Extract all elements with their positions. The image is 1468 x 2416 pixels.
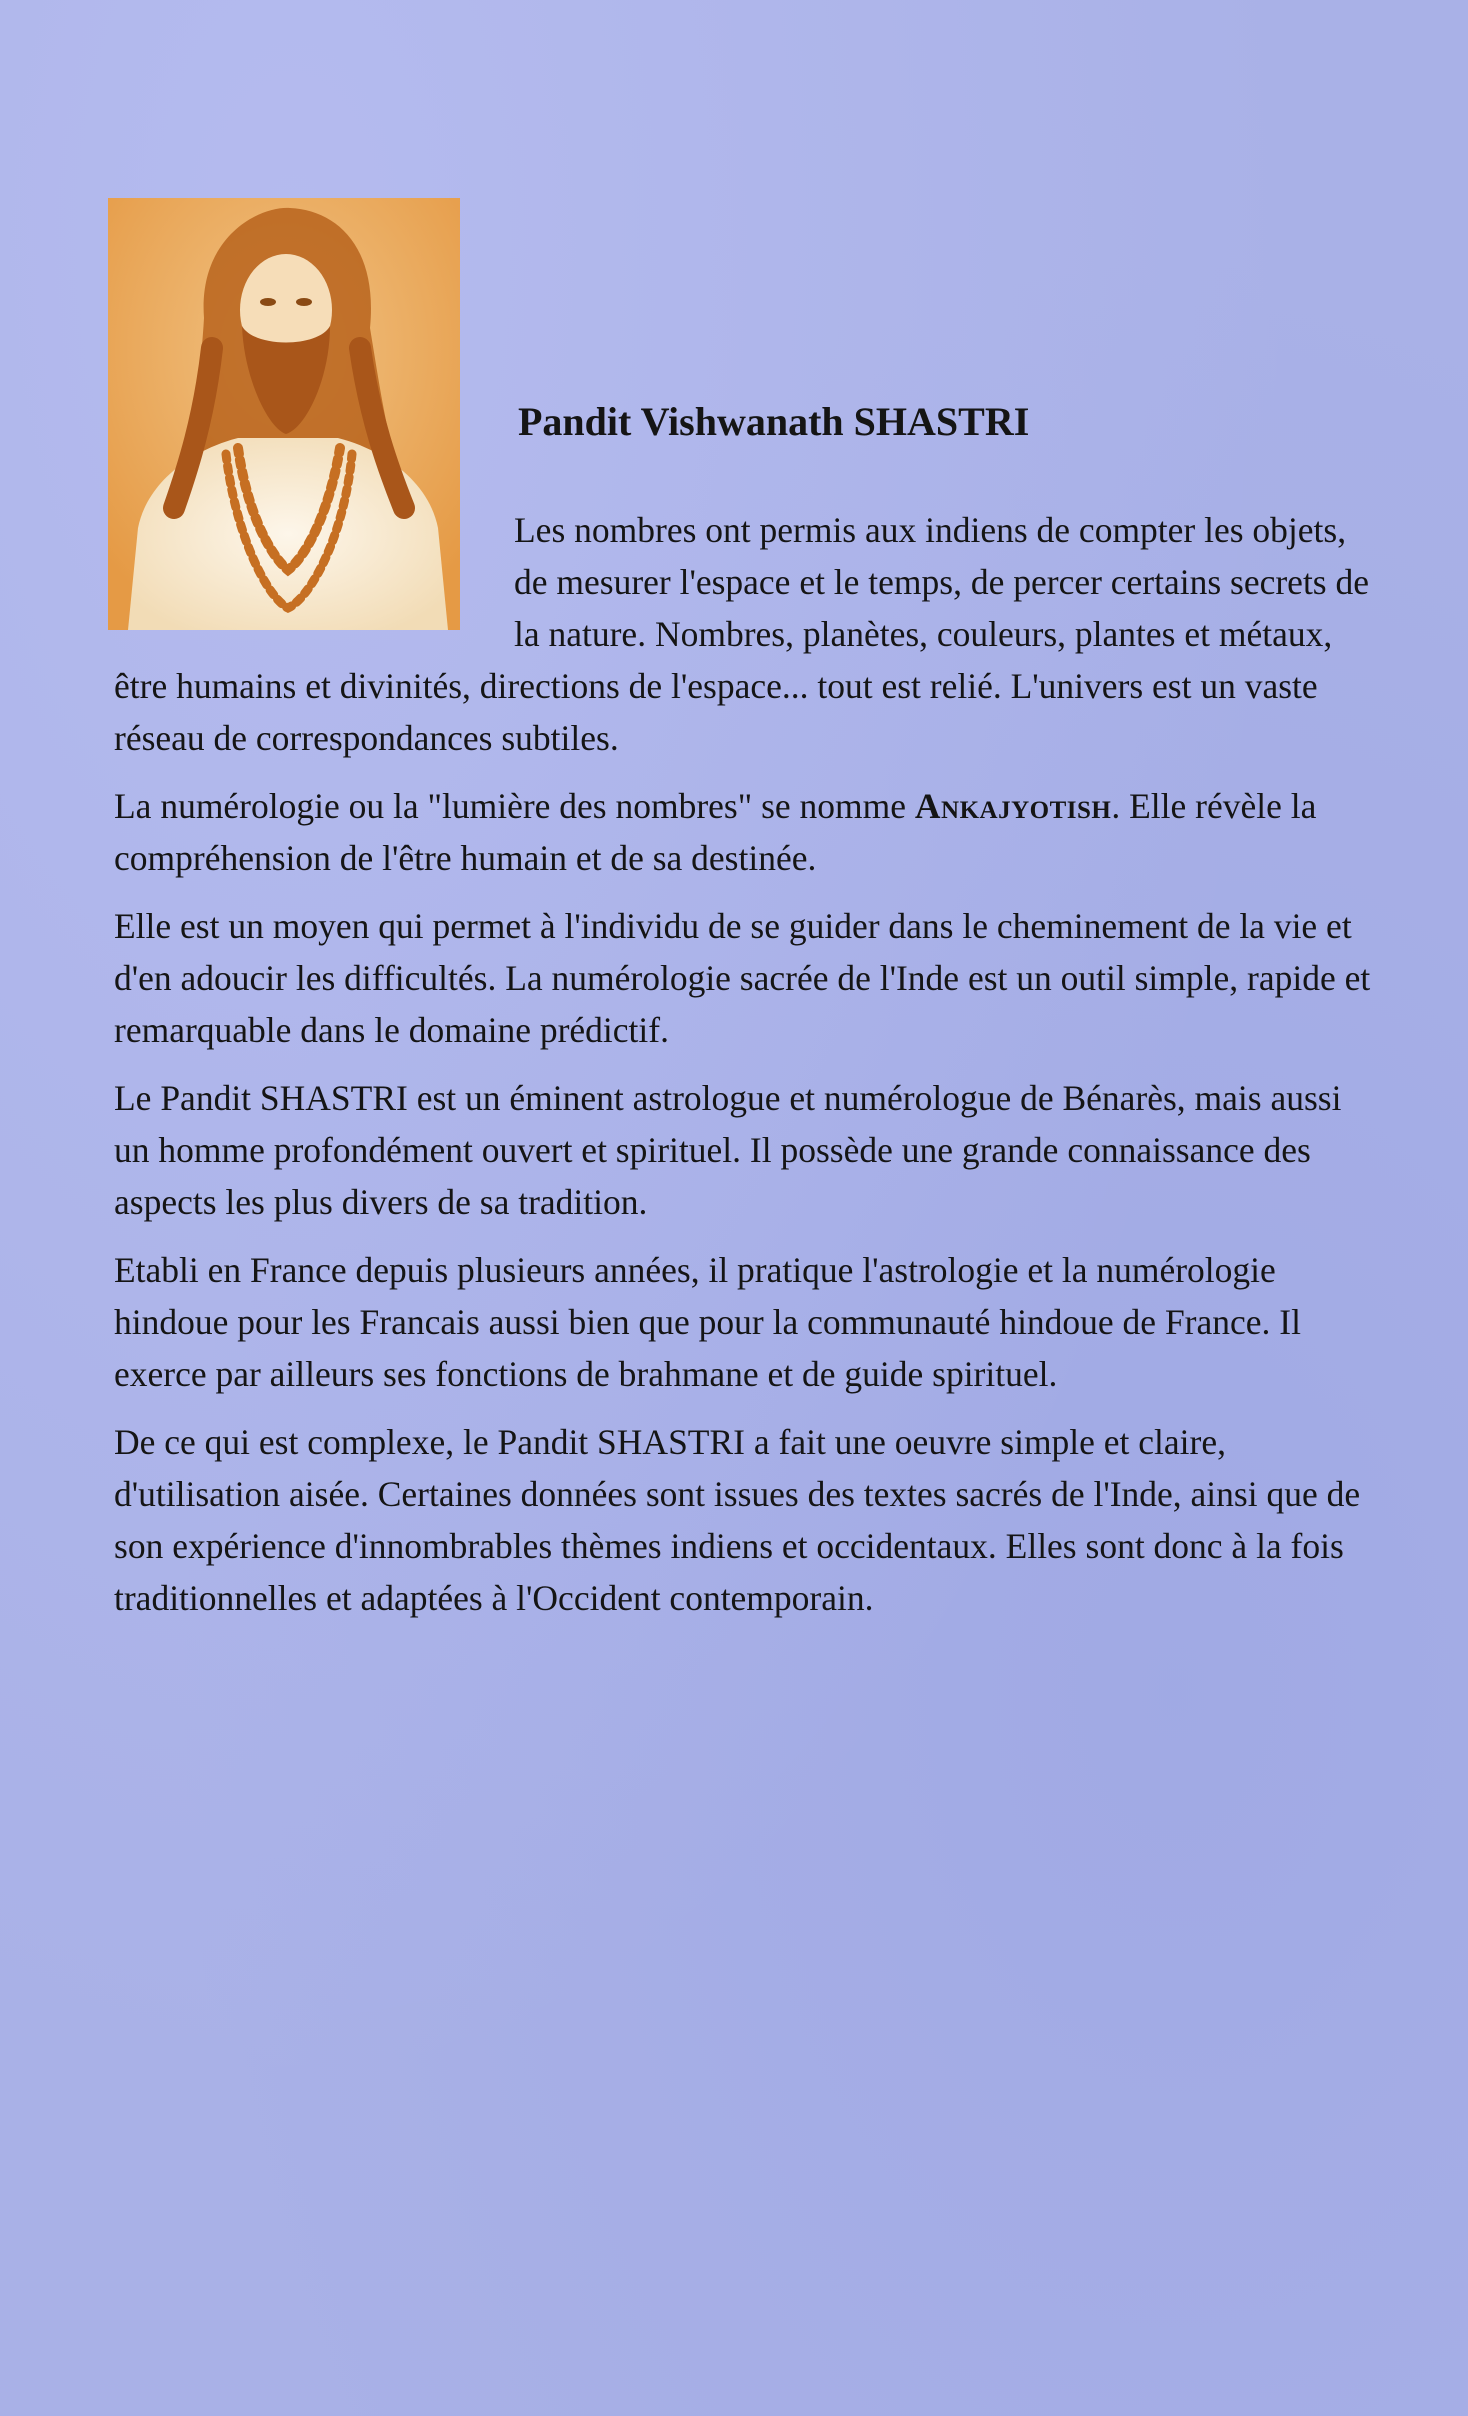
paragraph-3: Elle est un moyen qui permet à l'individu de se guider dans le cheminement de la vie et d'en adoucir les difficultés. La numérologie sacrée de l'Inde est un outil simple, rapide et remarquable dans le domaine prédictif.	[114, 906, 1371, 1050]
paragraph-5: Etabli en France depuis plusieurs années, il pratique l'astrologie et la numérologie hindoue pour les Francais aussi bien que pour la communauté hindoue de France. Il exerce par ailleurs ses fonctions de brahmane et de guide spirituel.	[114, 1250, 1301, 1394]
portrait-wrap-space	[114, 340, 514, 630]
term-ankajyotish: Ankajyotish	[914, 786, 1112, 826]
text-content	[114, 340, 1384, 1640]
paragraph-6: De ce qui est complexe, le Pandit SHASTRI a fait une oeuvre simple et claire, d'utilisation aisée. Certaines données sont issues des textes sacrés de l'Inde, ainsi que de son expérience d'innombrables thèmes indiens et occidentaux. Elles sont donc à la fois traditionnelles et adaptées à l'Occident contemporain.	[114, 1422, 1361, 1618]
paragraph-2	[114, 780, 1384, 884]
author-name: Pandit Vishwanath SHASTRI	[518, 399, 1030, 444]
paragraph-1: Les nombres ont permis aux indiens de compter les objets, de mesurer l'espace et le temps, de percer certains secrets de la nature. Nombres, planètes, couleurs, plantes et métaux, être humains et divinités, directions de l'espace... tout est relié. L'univers est un vaste réseau de correspondances subtiles.	[114, 510, 1369, 758]
paragraph-4: Le Pandit SHASTRI est un éminent astrologue et numérologue de Bénarès, mais aussi un homme profondément ouvert et spirituel. Il possède une grande connaissance des aspects les plus divers de sa tradition.	[114, 1078, 1342, 1222]
paragraph-2-start: La numérologie ou la "lumière des nombres" se nomme	[114, 786, 915, 826]
paragraph-2-end: . Elle révèle la compréhension de l'être humain et de sa destinée.	[114, 786, 1317, 878]
